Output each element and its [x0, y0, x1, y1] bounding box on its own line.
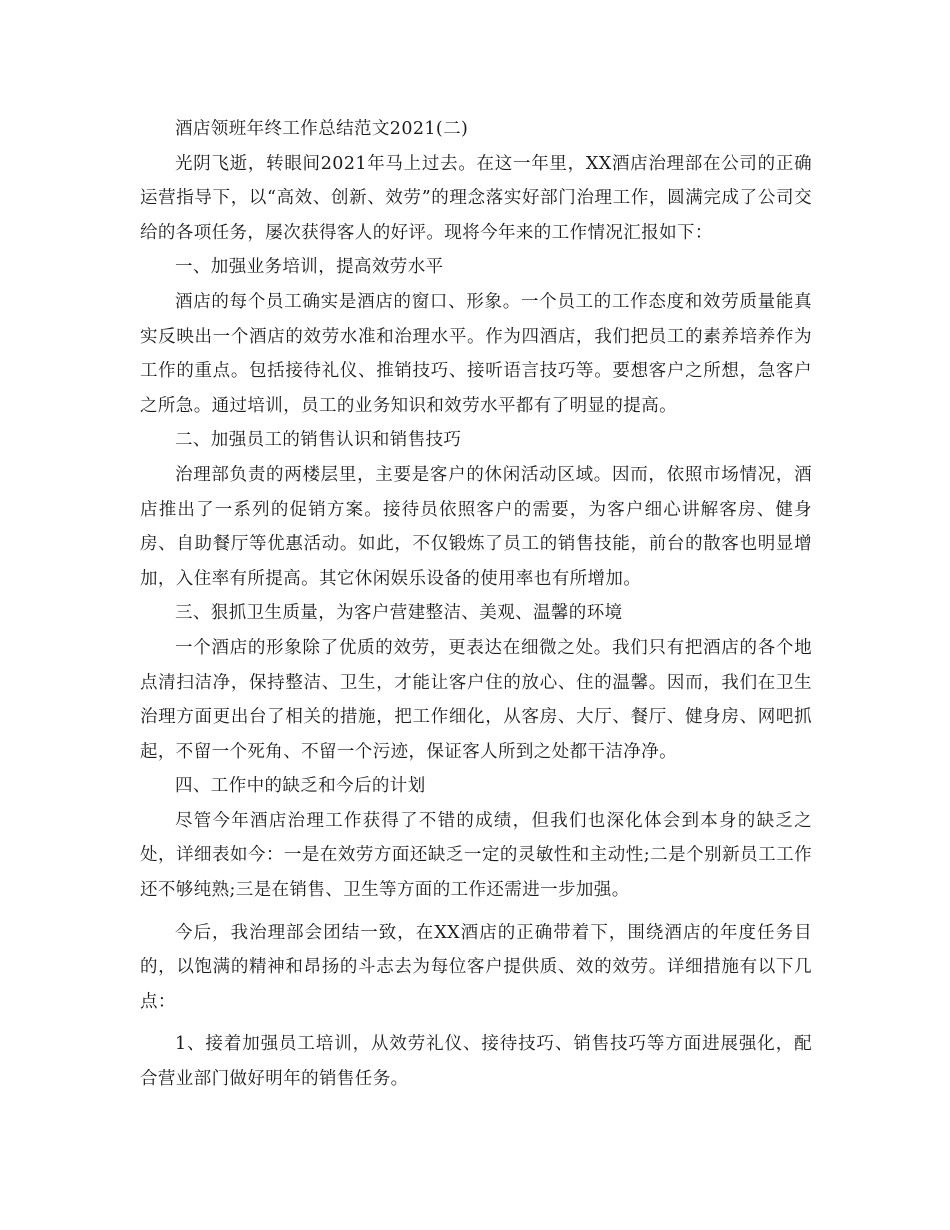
paragraph-intro: 光阴飞逝，转眼间2021年马上过去。在这一年里，XX酒店治理部在公司的正确运营指导下，以“高效、创新、效劳”的理念落实好部门治理工作，圆满完成了公司交给的各项任务，屡次获得客人的好评。现将今年来的工作情况汇报如下：	[140, 153, 812, 243]
paragraph-sales: 治理部负责的两楼层里，主要是客户的休闲活动区域。因而，依照市场情况，酒店推出了一系列的促销方案。接待员依照客户的需要，为客户细心讲解客房、健身房、自助餐厅等优惠活动。如此，不仅锻炼了员工的销售技能，前台的散客也明显增加，入住率有所提高。其它休闲娱乐设备的使用率也有所增加。	[140, 464, 812, 589]
section-heading-4: 四、工作中的缺乏和今后的计划	[175, 776, 426, 797]
section-heading-2: 二、加强员工的销售认识和销售技巧	[175, 430, 462, 451]
paragraph-measure-1: 1、接着加强员工培训，从效劳礼仪、接待技巧、销售技巧等方面进展强化，配合营业部门做好明年的销售任务。	[140, 1034, 812, 1090]
paragraph-shortcomings: 尽管今年酒店治理工作获得了不错的成绩，但我们也深化体会到本身的缺乏之处，详细表如今：一是在效劳方面还缺乏一定的灵敏性和主动性;二是个别新员工工作还不够纯熟;三是在销售、卫生等方面的工作还需进一步加强。	[140, 810, 812, 901]
document-title: 酒店领班年终工作总结范文2021(二)	[175, 119, 469, 139]
section-heading-1: 一、加强业务培训，提高效劳水平	[175, 257, 444, 278]
paragraph-hygiene: 一个酒店的形象除了优质的效劳，更表达在细微之处。我们只有把酒店的各个地点清扫洁净，保持整洁、卫生，才能让客户住的放心、住的温馨。因而，我们在卫生治理方面更出台了相关的措施，把工作细化，从客房、大厅、餐厅、健身房、网吧抓起，不留一个死角、不留一个污迹，保证客人所到之处都干洁净净。	[140, 637, 812, 762]
section-heading-3: 三、狠抓卫生质量，为客户营建整洁、美观、温馨的环境	[175, 603, 623, 624]
document-page	[140, 112, 812, 1097]
paragraph-training: 酒店的每个员工确实是酒店的窗口、形象。一个员工的工作态度和效劳质量能真实反映出一个酒店的效劳水准和治理水平。作为四酒店，我们把员工的素养培养作为工作的重点。包括接待礼仪、推销技巧、接听语言技巧等。要想客户之所想，急客户之所急。通过培训，员工的业务知识和效劳水平都有了明显的提高。	[140, 291, 812, 416]
paragraph-future-plan: 今后，我治理部会团结一致，在XX酒店的正确带着下，围绕酒店的年度任务目的，以饱满的精神和昂扬的斗志去为每位客户提供质、效的效劳。详细措施有以下几点：	[140, 922, 812, 1012]
